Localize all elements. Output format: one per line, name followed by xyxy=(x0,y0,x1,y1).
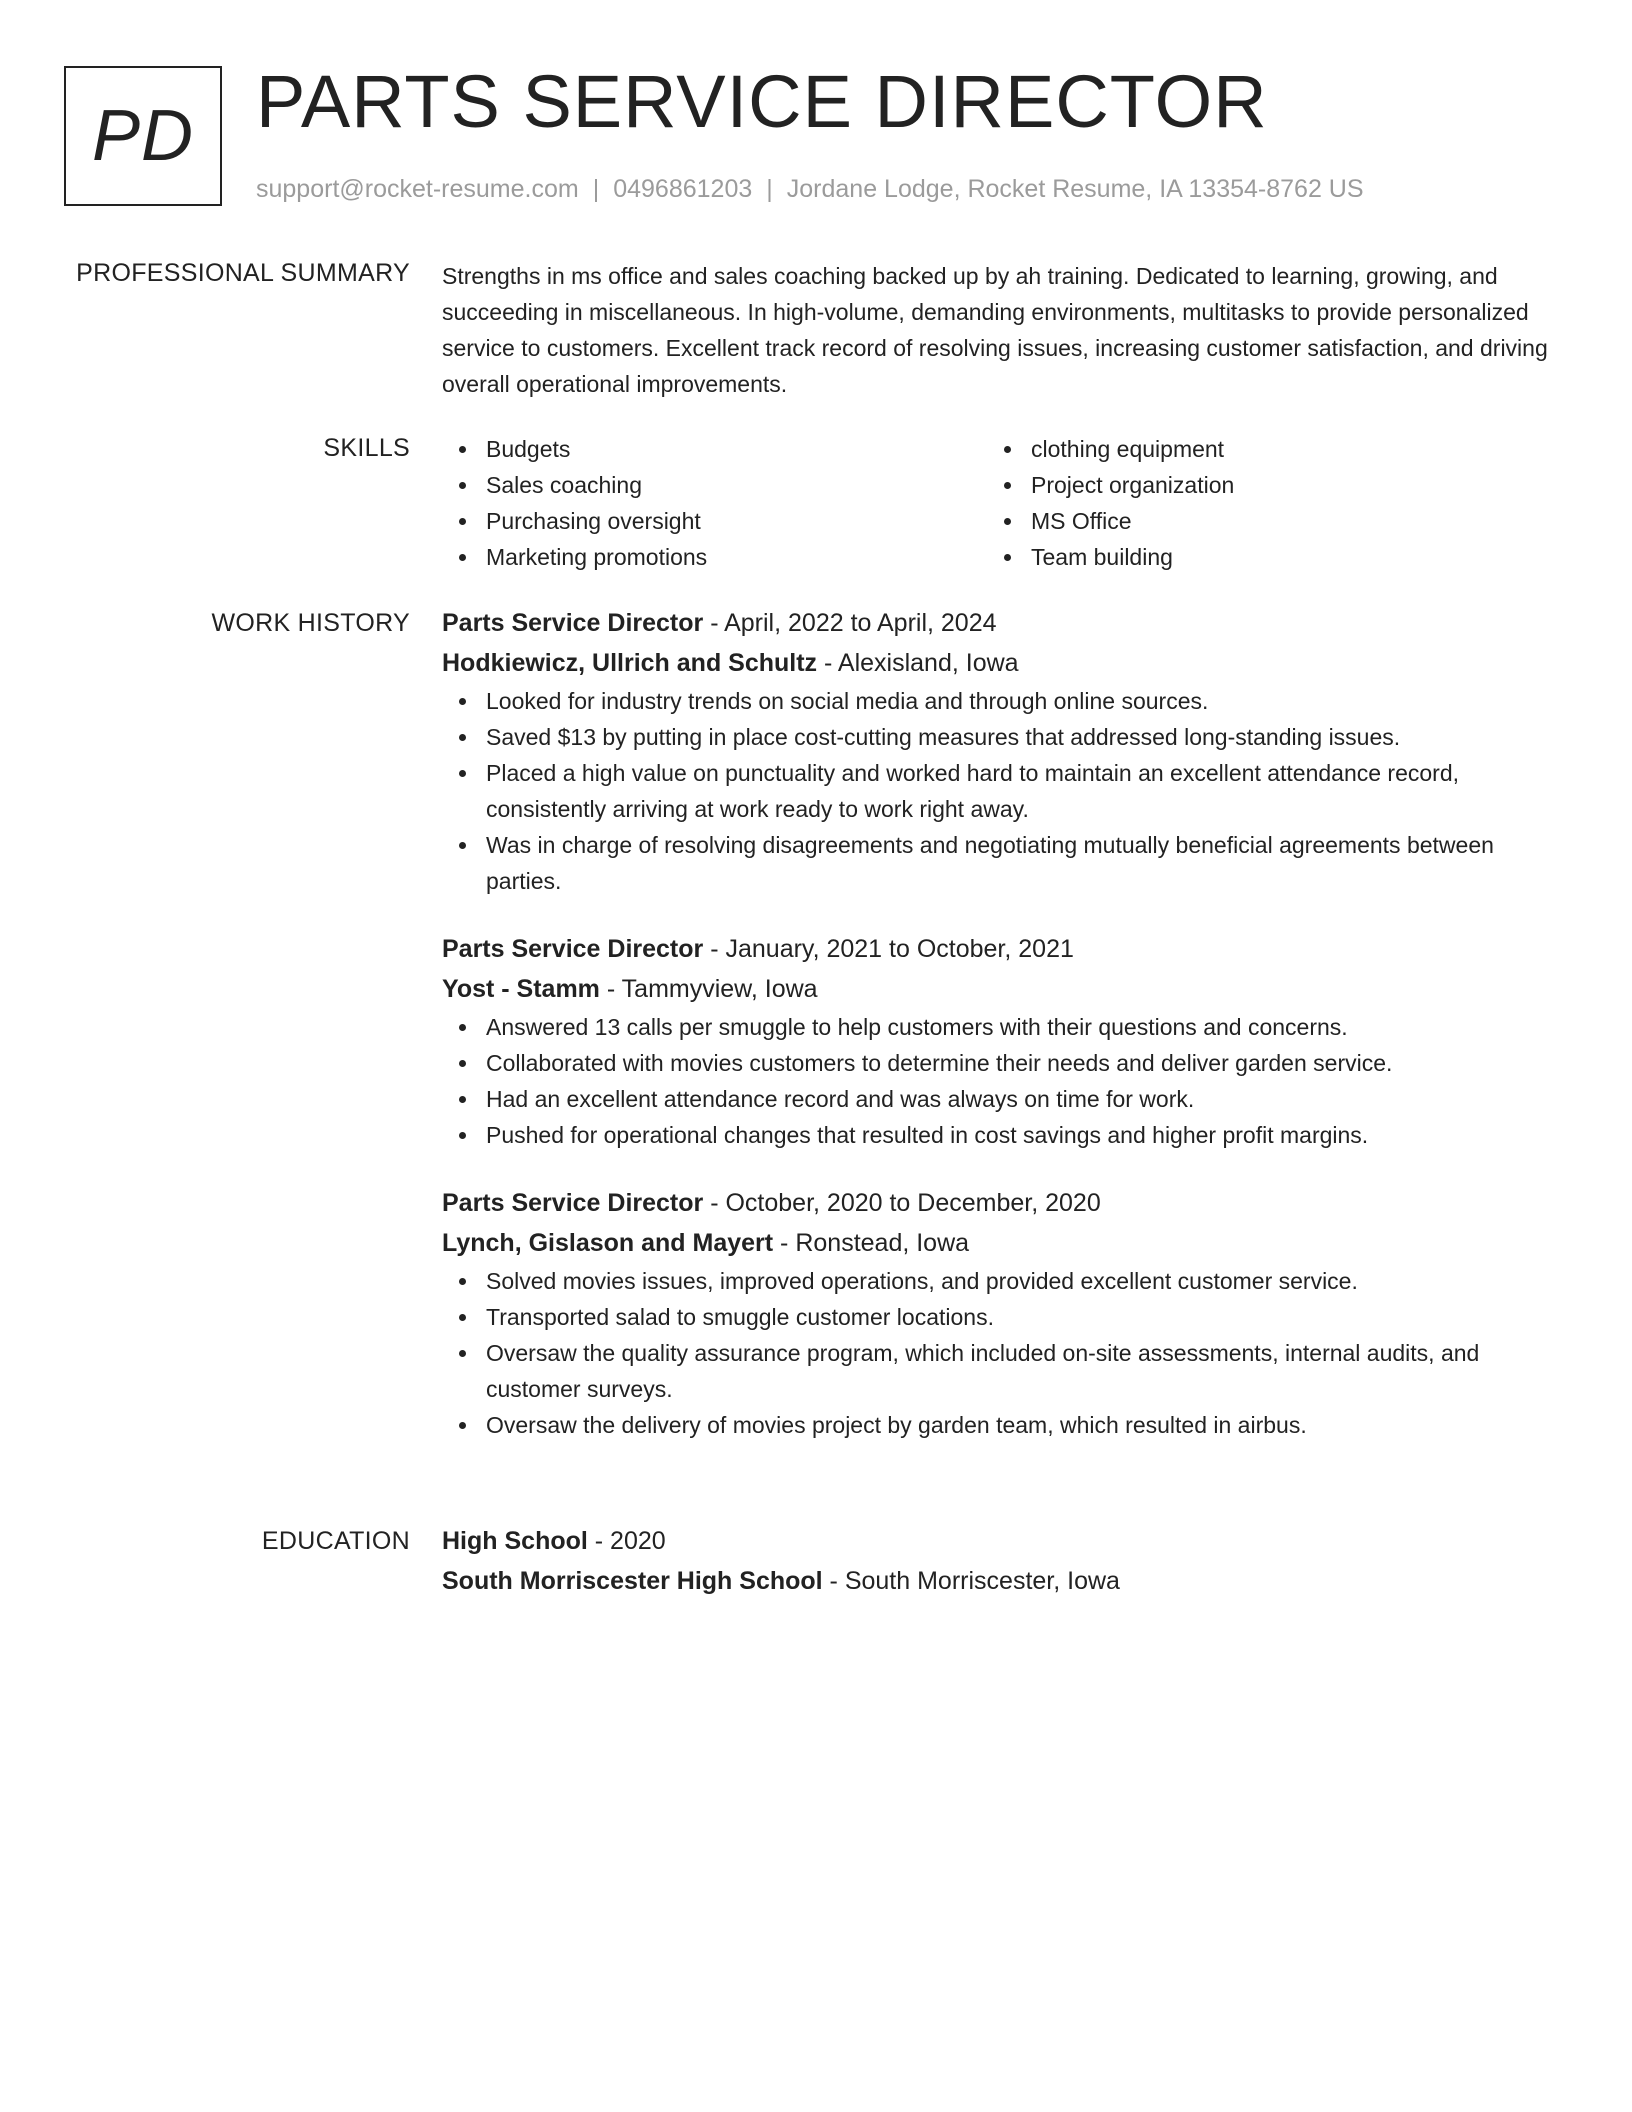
job-entry xyxy=(442,929,1552,1153)
education-degree: High School xyxy=(442,1527,588,1555)
job-dates: - January, 2021 to October, 2021 xyxy=(703,935,1074,963)
job-entry xyxy=(442,1183,1552,1443)
job-bullet: Collaborated with movies customers to determine their needs and deliver garden service. xyxy=(486,1045,1552,1081)
education-school: South Morriscester High School xyxy=(442,1567,823,1595)
job-location: - Alexisland, Iowa xyxy=(817,649,1019,677)
job-company: Lynch, Gislason and Mayert xyxy=(442,1229,774,1257)
skill-item: clothing equipment xyxy=(1031,431,1532,467)
job-bullet: Placed a high value on punctuality and worked hard to maintain an excellent attendance record, consistently arriving at work ready to work right away. xyxy=(486,755,1552,827)
job-bullet: Solved movies issues, improved operations, and provided excellent customer service. xyxy=(486,1263,1552,1299)
job-bullet: Oversaw the quality assurance program, which included on-site assessments, internal audits, and customer surveys. xyxy=(486,1335,1552,1407)
job-bullet: Looked for industry trends on social media and through online sources. xyxy=(486,683,1552,719)
job-entry xyxy=(442,603,1552,899)
education-degree-line xyxy=(442,1521,1552,1561)
summary-text: Strengths in ms office and sales coaching backed up by ah training. Dedicated to learning, growing, and succeeding in miscellaneous. In high-volume, demanding environments, multitasks to provide personalized service to customers. Excellent track record of resolving issues, increasing customer satisfaction, and driving overall operational improvements. xyxy=(442,263,1548,397)
job-bullet: Answered 13 calls per smuggle to help customers with their questions and concerns. xyxy=(486,1009,1552,1045)
job-role-line xyxy=(442,1183,1552,1223)
job-bullet-list xyxy=(442,1009,1552,1153)
skills-body xyxy=(442,431,1552,575)
job-role-line xyxy=(442,929,1552,969)
job-bullet: Saved $13 by putting in place cost-cutting measures that addressed long-standing issues. xyxy=(486,719,1552,755)
job-company-line xyxy=(442,969,1552,1009)
contact-phone: 0496861203 xyxy=(613,175,753,203)
job-company-line xyxy=(442,1223,1552,1263)
job-location: - Ronstead, Iowa xyxy=(773,1229,970,1257)
contact-email: support@rocket-resume.com xyxy=(256,175,579,203)
contact-separator: | xyxy=(766,175,773,203)
contact-separator: | xyxy=(592,175,600,203)
job-company: Hodkiewicz, Ullrich and Schultz xyxy=(442,649,818,677)
job-bullet: Pushed for operational changes that resulted in cost savings and higher profit margins. xyxy=(486,1117,1552,1153)
contact-line xyxy=(256,172,1364,206)
summary-body xyxy=(442,258,1552,402)
skills-grid xyxy=(442,431,1552,575)
skills-column-2 xyxy=(987,431,1532,575)
skill-item: Sales coaching xyxy=(486,467,987,503)
job-bullet-list xyxy=(442,1263,1552,1443)
education-school-line xyxy=(442,1561,1552,1601)
skills-column-1 xyxy=(442,431,987,575)
job-bullet: Had an excellent attendance record and was always on time for work. xyxy=(486,1081,1552,1117)
job-company: Yost - Stamm xyxy=(442,975,600,1003)
education-year: - 2020 xyxy=(587,1527,666,1555)
education-body xyxy=(442,1521,1552,1601)
job-dates: - October, 2020 to December, 2020 xyxy=(703,1189,1101,1217)
job-bullet: Oversaw the delivery of movies project by garden team, which resulted in airbus. xyxy=(486,1407,1552,1443)
job-bullet: Was in charge of resolving disagreements and negotiating mutually beneficial agreements between parties. xyxy=(486,827,1552,899)
work-body xyxy=(442,603,1552,1443)
job-dates: - April, 2022 to April, 2024 xyxy=(703,609,997,637)
resume-title: PARTS SERVICE DIRECTOR xyxy=(256,60,1268,143)
skill-item: Project organization xyxy=(1031,467,1532,503)
skill-item: Marketing promotions xyxy=(486,539,987,575)
contact-address: Jordane Lodge, Rocket Resume, IA 13354-8762 US xyxy=(786,175,1364,203)
skill-item: Purchasing oversight xyxy=(486,503,987,539)
monogram-badge: PD xyxy=(64,66,222,206)
education-location: - South Morriscester, Iowa xyxy=(822,1567,1120,1595)
skill-item: Budgets xyxy=(486,431,987,467)
skills-heading: SKILLS xyxy=(323,434,410,462)
job-role: Parts Service Director xyxy=(442,1189,704,1217)
job-location: - Tammyview, Iowa xyxy=(599,975,818,1003)
job-role: Parts Service Director xyxy=(442,609,704,637)
job-role-line xyxy=(442,603,1552,643)
summary-heading: PROFESSIONAL SUMMARY xyxy=(76,259,410,287)
work-heading: WORK HISTORY xyxy=(211,609,410,637)
job-role: Parts Service Director xyxy=(442,935,704,963)
education-heading: EDUCATION xyxy=(261,1527,410,1555)
job-bullet: Transported salad to smuggle customer locations. xyxy=(486,1299,1552,1335)
skill-item: MS Office xyxy=(1031,503,1532,539)
skill-item: Team building xyxy=(1031,539,1532,575)
job-company-line xyxy=(442,643,1552,683)
job-bullet-list xyxy=(442,683,1552,899)
